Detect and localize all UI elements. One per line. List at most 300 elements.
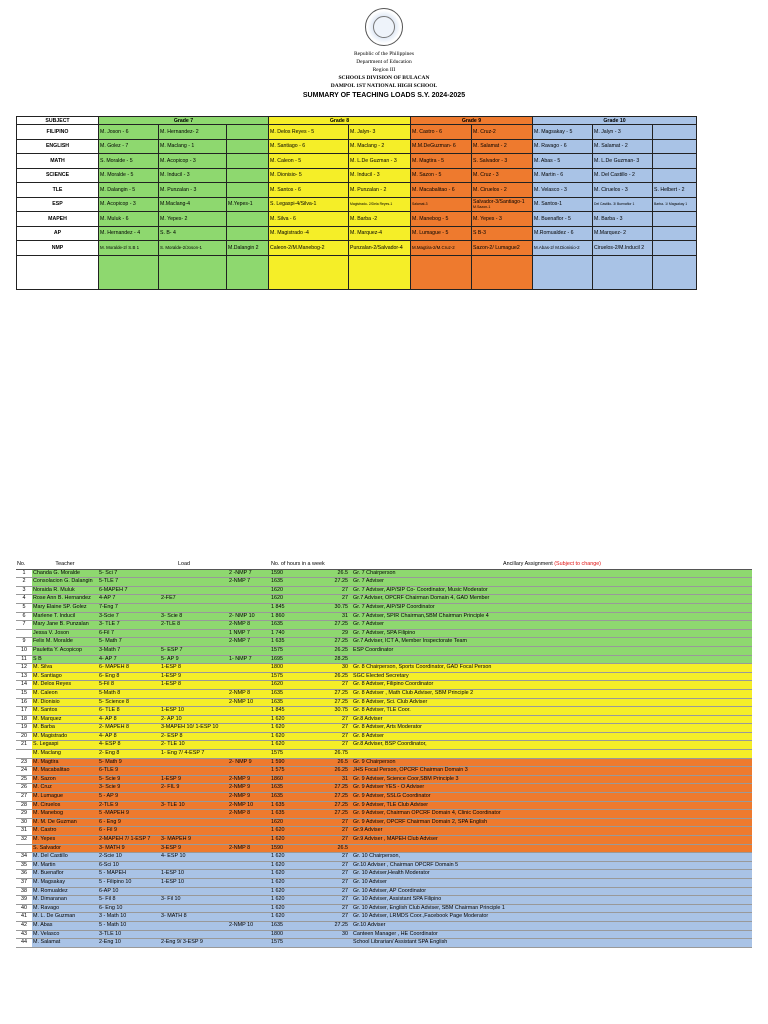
load-nmp: 2-NMP 8	[228, 844, 270, 853]
load-primary: 5-TLE 7	[98, 578, 160, 587]
load-cell: M. Barba -2	[349, 212, 411, 227]
blank-cell	[99, 255, 159, 289]
load-secondary: 3- Scie 8	[160, 612, 228, 621]
teacher-name: M. Caleon	[32, 689, 98, 698]
load-primary: 3-Scie 7	[98, 612, 160, 621]
hours-minutes: 1 620	[270, 853, 310, 862]
load-cell: M.M.DeGuzman- 6	[411, 139, 472, 154]
load-cell: M. Magtira - 5	[411, 154, 472, 169]
ancillary-assignment	[352, 844, 752, 853]
hours-total: 26.25	[310, 767, 352, 776]
load-cell: M. Hernandez - 4	[99, 226, 159, 241]
row-number: 42	[16, 921, 32, 930]
hours-minutes: 1590	[270, 844, 310, 853]
load-primary: 2-Eng 10	[98, 939, 160, 948]
row-number: 18	[16, 715, 32, 724]
teacher-name: M. Santos	[32, 707, 98, 716]
table-row	[16, 887, 752, 896]
load-primary: 4-AP 7	[98, 595, 160, 604]
load-nmp: 2 -NMP 7	[228, 569, 270, 578]
table-row	[16, 698, 752, 707]
hours-total: 27	[310, 586, 352, 595]
load-cell: M. Muluk - 6	[99, 212, 159, 227]
table-row	[16, 939, 752, 948]
hours-minutes: 1 740	[270, 629, 310, 638]
load-nmp: 2-NMP 7	[228, 578, 270, 587]
load-nmp	[228, 664, 270, 673]
load-cell: M. Ciruelos - 3	[593, 183, 653, 198]
load-nmp: 2-NMP 10	[228, 698, 270, 707]
load-secondary: 1-ESP 8	[160, 681, 228, 690]
teacher-name: M. Ravago	[32, 904, 98, 913]
load-cell	[653, 241, 697, 256]
load-secondary: 3- Fil 10	[160, 896, 228, 905]
loads-row-nmp	[17, 241, 697, 256]
hours-minutes: 1 620	[270, 861, 310, 870]
hours-total: 27.25	[310, 638, 352, 647]
load-cell: M. Martin - 6	[533, 168, 593, 183]
teachers-table	[16, 561, 752, 948]
row-number: 24	[16, 767, 32, 776]
table-row	[16, 578, 752, 587]
hours-minutes: 1 635	[270, 801, 310, 810]
ancillary-assignment: Gr. 9 Adviser, OPCRF Chairman Domain 2, SPA English	[352, 818, 752, 827]
row-number: 25	[16, 775, 32, 784]
hours-total: 26.5	[310, 569, 352, 578]
load-secondary	[160, 767, 228, 776]
row-number: 7	[16, 621, 32, 630]
grade-header-9: Grade 9	[411, 117, 533, 125]
load-nmp	[228, 836, 270, 845]
header-hours: No. of hours in a week	[270, 561, 352, 569]
load-secondary: 3-MAPEH 10/ 1-ESP 10	[160, 724, 228, 733]
table-row	[16, 681, 752, 690]
ancillary-assignment: Gr. 9 Adviser, SSLG Coordinator	[352, 793, 752, 802]
load-cell: M.Abas-2/ M.Dionisio-2	[533, 241, 593, 256]
row-number: 9	[16, 638, 32, 647]
hours-total: 27	[310, 715, 352, 724]
deped-seal-icon	[365, 8, 403, 46]
hours-minutes: 1 635	[270, 810, 310, 819]
load-cell: M. Salamat - 2	[593, 139, 653, 154]
table-row	[16, 861, 752, 870]
load-secondary: 3- MATH 8	[160, 913, 228, 922]
teacher-name: M. Maclang	[32, 750, 98, 759]
table-row	[16, 741, 752, 750]
subject-label: MAPEH	[17, 212, 99, 227]
row-number: 43	[16, 930, 32, 939]
load-primary: 3-TLE 10	[98, 930, 160, 939]
load-nmp	[228, 853, 270, 862]
load-cell: M. Magsakay - 5	[533, 125, 593, 140]
load-nmp	[228, 586, 270, 595]
load-secondary: 5- ESP 7	[160, 646, 228, 655]
load-secondary: 1-ESP 10	[160, 878, 228, 887]
teacher-name: M. Magtira	[32, 758, 98, 767]
hours-total: 27	[310, 741, 352, 750]
table-row	[16, 810, 752, 819]
load-secondary	[160, 904, 228, 913]
load-cell: M. Moralde-2/ S.B 1	[99, 241, 159, 256]
load-secondary	[160, 810, 228, 819]
loads-color-band	[17, 255, 697, 289]
ancillary-assignment	[352, 750, 752, 759]
grade-header-7: Grade 7	[99, 117, 269, 125]
load-secondary: 1-ESP 9	[160, 672, 228, 681]
row-number: 27	[16, 793, 32, 802]
blank-cell	[227, 255, 269, 289]
load-cell: M.Yepes-1	[227, 197, 269, 212]
load-nmp	[228, 741, 270, 750]
load-primary: 2-Scie 10	[98, 853, 160, 862]
teacher-name: M. Lumague	[32, 793, 98, 802]
hours-minutes: 1620	[270, 595, 310, 604]
hours-total: 27.25	[310, 784, 352, 793]
subject-label: NMP	[17, 241, 99, 256]
hours-total: 27.25	[310, 698, 352, 707]
load-cell: M. Salamat - 2	[472, 139, 533, 154]
blank-cell	[533, 255, 593, 289]
load-cell: Del Castillo- 3/ Buenaflor 1	[593, 197, 653, 212]
load-cell: M. Ravago - 6	[533, 139, 593, 154]
load-secondary	[160, 930, 228, 939]
row-number	[16, 750, 32, 759]
hours-total: 27.25	[310, 621, 352, 630]
ancillary-assignment: Gr. 10 Adviser, Assistant SPA Filipino	[352, 896, 752, 905]
load-cell: S. B- 4	[159, 226, 227, 241]
table-row	[16, 904, 752, 913]
load-secondary	[160, 887, 228, 896]
load-cell: M. Hernandez- 2	[159, 125, 227, 140]
table-row	[16, 793, 752, 802]
hours-total: 30.75	[310, 707, 352, 716]
load-cell: M. Acopicop - 3	[159, 154, 227, 169]
hours-minutes: 1 845	[270, 603, 310, 612]
load-cell	[653, 125, 697, 140]
load-secondary: 3- MAPEH 9	[160, 836, 228, 845]
row-number: 32	[16, 836, 32, 845]
load-secondary: 2- TLE 10	[160, 741, 228, 750]
table-row	[16, 595, 752, 604]
hours-total: 26.25	[310, 646, 352, 655]
ancillary-assignment: Gr. 10 Adviser, LRMDS Coor.,Facebook Page Moderator	[352, 913, 752, 922]
hours-minutes: 1575	[270, 672, 310, 681]
ancillary-assignment: Gr. 9 Adviser YES - O Adviser	[352, 784, 752, 793]
hours-minutes: 1575	[270, 750, 310, 759]
teacher-name: Consolacion G. Dalangin	[32, 578, 98, 587]
table-row	[16, 775, 752, 784]
load-secondary	[160, 921, 228, 930]
load-primary: 3-Math 7	[98, 646, 160, 655]
load-cell: M. Punzalan - 2	[349, 183, 411, 198]
load-primary: 6 - Eng 9	[98, 818, 160, 827]
teacher-name: M. Barba	[32, 724, 98, 733]
grade-header-10: Grade 10	[533, 117, 697, 125]
hours-minutes: 1 620	[270, 827, 310, 836]
load-nmp	[228, 672, 270, 681]
row-number	[16, 844, 32, 853]
load-nmp: 1 NMP 7	[228, 629, 270, 638]
teacher-name: M. Yepes	[32, 836, 98, 845]
subject-label: TLE	[17, 183, 99, 198]
load-primary: 5 - MAPEH	[98, 870, 160, 879]
teacher-name: M. Magistrado	[32, 732, 98, 741]
ancillary-assignment: Gr.9 Adviser , MAPEH Club Adviser	[352, 836, 752, 845]
hours-total: 28.25	[310, 655, 352, 664]
load-cell: M. Punzalan - 3	[159, 183, 227, 198]
hours-minutes: 1 620	[270, 724, 310, 733]
table-row	[16, 672, 752, 681]
row-number: 19	[16, 724, 32, 733]
hours-minutes: 1 575	[270, 767, 310, 776]
hours-total: 26.5	[310, 844, 352, 853]
load-cell-line: Salvador-3/Santiago-1	[473, 199, 525, 206]
ancillary-assignment: Gr. 10 Adviser, AP Coordinator	[352, 887, 752, 896]
load-secondary: 2-FE7	[160, 595, 228, 604]
load-cell: M. Yepes- 2	[159, 212, 227, 227]
ancillary-assignment: Gr. 7 Adviser, AIP/SIP Coordinator	[352, 603, 752, 612]
blank-cell	[653, 255, 697, 289]
teachers-header-row	[16, 561, 752, 569]
load-nmp	[228, 861, 270, 870]
teacher-name: Mary Jane B. Punzalan	[32, 621, 98, 630]
table-row	[16, 758, 752, 767]
header-no: No.	[16, 561, 32, 569]
load-cell	[653, 139, 697, 154]
load-nmp: 2-NMP 10	[228, 921, 270, 930]
blank-cell	[472, 255, 533, 289]
teacher-name: Felix M. Moralde	[32, 638, 98, 647]
hours-minutes: 1575	[270, 939, 310, 948]
hours-minutes: 1620	[270, 818, 310, 827]
load-nmp	[228, 913, 270, 922]
load-nmp	[228, 878, 270, 887]
load-cell: M. L.De Guzman - 3	[349, 154, 411, 169]
load-cell	[227, 183, 269, 198]
table-row	[16, 655, 752, 664]
load-cell: M. Inducil - 3	[159, 168, 227, 183]
hours-minutes: 1 620	[270, 878, 310, 887]
blank-cell	[593, 255, 653, 289]
hours-minutes: 1635	[270, 621, 310, 630]
load-cell: M.Dalangin 2	[227, 241, 269, 256]
load-cell	[227, 154, 269, 169]
teacher-name: M. Del Castillo	[32, 853, 98, 862]
page-title: SUMMARY OF TEACHING LOADS S.Y. 2024-2025	[302, 92, 466, 99]
row-number: 26	[16, 784, 32, 793]
subject-label: FILIPINO	[17, 125, 99, 140]
teacher-name: Rose Ann B. Hernandez	[32, 595, 98, 604]
header-teacher: Teacher	[32, 561, 98, 569]
table-row	[16, 896, 752, 905]
row-number: 31	[16, 827, 32, 836]
load-primary: 5 - AP 9	[98, 793, 160, 802]
load-secondary: 1-ESP 10	[160, 707, 228, 716]
hours-total: 27	[310, 913, 352, 922]
table-row	[16, 569, 752, 578]
load-cell: M. Silva - 6	[269, 212, 349, 227]
load-cell: M. Maclang - 2	[349, 139, 411, 154]
row-number: 29	[16, 810, 32, 819]
load-cell: M. Ciruelos - 2	[472, 183, 533, 198]
teacher-name: Marlene T. Inducil	[32, 612, 98, 621]
row-number: 12	[16, 664, 32, 673]
load-cell: M. Jalyn- 3	[349, 125, 411, 140]
row-number: 15	[16, 689, 32, 698]
load-cell: S. Moralde - 5	[99, 154, 159, 169]
hours-total: 27	[310, 827, 352, 836]
ancillary-assignment: Gr. 9 Adviser, Chairman OPCRF Domain 4, Clinic Coordinator	[352, 810, 752, 819]
teacher-name: S. Salvador	[32, 844, 98, 853]
load-secondary: 1- Eng 7/ 4-ESP 7	[160, 750, 228, 759]
blank-cell	[17, 255, 99, 289]
hours-minutes: 1 620	[270, 896, 310, 905]
teacher-name: M. L. De Guzman	[32, 913, 98, 922]
load-primary: 5 - Math 10	[98, 921, 160, 930]
load-secondary: 4- ESP 10	[160, 853, 228, 862]
load-cell: Magistrado- 2/Dela Reyes-1	[349, 197, 411, 212]
ancillary-assignment: Gr. 9 Chairperson	[352, 758, 752, 767]
hours-minutes: 1 635	[270, 638, 310, 647]
ancillary-assignment: Gr. 7 Adviser	[352, 621, 752, 630]
header-division: SCHOOLS DIVISION OF BULACAN	[338, 75, 430, 81]
hours-total: 31	[310, 775, 352, 784]
row-number: 14	[16, 681, 32, 690]
load-nmp: 2- NMP 10	[228, 612, 270, 621]
teacher-name: S. Legaspi	[32, 741, 98, 750]
ancillary-assignment: Gr. 8 Adviser, Sci. Club Adviser	[352, 698, 752, 707]
load-cell: M. Dalangin - 5	[99, 183, 159, 198]
ancillary-assignment: Canteen Manager , HE Coordinator	[352, 930, 752, 939]
load-cell: M. Abas - 5	[533, 154, 593, 169]
load-nmp	[228, 827, 270, 836]
hours-minutes: 1590	[270, 569, 310, 578]
loads-row-english	[17, 139, 697, 154]
load-secondary: 5- AP 9	[160, 655, 228, 664]
table-row	[16, 629, 752, 638]
header-department: Department of Education	[356, 59, 412, 65]
ancillary-assignment: Gr. 7 Chairperson	[352, 569, 752, 578]
ancillary-assignment: Gr.8 Adviser, BSP Coordinator,	[352, 741, 752, 750]
header-republic: Republic of the Philippines	[353, 51, 415, 57]
load-secondary: 2- AP 10	[160, 715, 228, 724]
load-primary: 5- Math 7	[98, 638, 160, 647]
ancillary-assignment: Gr. 7 Adviser	[352, 578, 752, 587]
ancillary-assignment: Gr. 9 Adviser, Science Coor,SBM Principle 3	[352, 775, 752, 784]
table-row	[16, 827, 752, 836]
hours-total: 26.25	[310, 672, 352, 681]
teacher-name: M. Salamat	[32, 939, 98, 948]
load-nmp: 2-NMP 10	[228, 801, 270, 810]
teacher-name: M. Santiago	[32, 672, 98, 681]
load-cell	[472, 197, 533, 212]
table-row	[16, 844, 752, 853]
ancillary-assignment: Gr. 8 Adviser, Arts Moderator	[352, 724, 752, 733]
load-primary: 5- Sci 7	[98, 569, 160, 578]
hours-total: 27	[310, 870, 352, 879]
load-cell: S. Salvador - 3	[472, 154, 533, 169]
loads-row-math	[17, 154, 697, 169]
row-number: 35	[16, 861, 32, 870]
ancillary-assignment: Gr.8 Adviser	[352, 715, 752, 724]
load-primary: 6- TLE 8	[98, 707, 160, 716]
table-row	[16, 921, 752, 930]
hours-total: 27.25	[310, 810, 352, 819]
load-cell: M.Marquez- 2	[593, 226, 653, 241]
row-number: 37	[16, 878, 32, 887]
load-nmp	[228, 939, 270, 948]
load-primary: 4- ESP 8	[98, 741, 160, 750]
teacher-name: M. Sazon	[32, 775, 98, 784]
row-number: 2	[16, 578, 32, 587]
teacher-name: M. Dionisio	[32, 698, 98, 707]
ancillary-assignment: Gr.9 Adviser	[352, 827, 752, 836]
load-cell: M. Buenaflor - 5	[533, 212, 593, 227]
load-cell: M. Santos-1	[533, 197, 593, 212]
teacher-name: M. Marquez	[32, 715, 98, 724]
row-number: 39	[16, 896, 32, 905]
teacher-name: S B	[32, 655, 98, 664]
load-cell: M. Jalyn - 3	[593, 125, 653, 140]
load-nmp: 2-NMP 9	[228, 793, 270, 802]
row-number: 23	[16, 758, 32, 767]
load-nmp	[228, 715, 270, 724]
load-secondary	[160, 861, 228, 870]
hours-total: 27	[310, 681, 352, 690]
load-cell: M. Golez - 7	[99, 139, 159, 154]
ancillary-note: (Subject to change)	[554, 561, 601, 567]
load-nmp: 2-NMP 8	[228, 621, 270, 630]
ancillary-assignment: Gr. 7 Adviser, SPIR Chairman,SBM Chairman Principle 4	[352, 612, 752, 621]
hours-minutes: 1860	[270, 775, 310, 784]
loads-row-ap	[17, 226, 697, 241]
hours-minutes: 1695	[270, 655, 310, 664]
load-secondary	[160, 827, 228, 836]
load-cell	[227, 168, 269, 183]
load-cell: M. L.De Guzman- 3	[593, 154, 653, 169]
load-secondary	[160, 758, 228, 767]
load-primary: 4- AP 8	[98, 715, 160, 724]
load-cell: M. Sazon - 5	[411, 168, 472, 183]
hours-total: 27.25	[310, 921, 352, 930]
table-row	[16, 603, 752, 612]
table-row	[16, 707, 752, 716]
load-cell	[653, 212, 697, 227]
table-row	[16, 870, 752, 879]
load-secondary: 1-ESP 10	[160, 870, 228, 879]
teacher-name: M. Velasco	[32, 930, 98, 939]
ancillary-assignment: Gr. 8 Adviser , Math Club Adviser, SBM Principle 2	[352, 689, 752, 698]
load-nmp: 2-NMP 9	[228, 775, 270, 784]
load-nmp	[228, 818, 270, 827]
table-row	[16, 836, 752, 845]
hours-total: 27	[310, 904, 352, 913]
teacher-name: M. Romualdez	[32, 887, 98, 896]
table-row	[16, 750, 752, 759]
load-nmp: 1- NMP 7	[228, 655, 270, 664]
load-nmp	[228, 896, 270, 905]
header-ancillary	[352, 561, 752, 569]
load-cell-subline: M.Sazon-1	[473, 205, 491, 210]
load-secondary	[160, 629, 228, 638]
load-cell: M. Castro - 6	[411, 125, 472, 140]
table-row	[16, 715, 752, 724]
grade-header-8: Grade 8	[269, 117, 411, 125]
load-primary: 6-AP 10	[98, 887, 160, 896]
row-number: 16	[16, 698, 32, 707]
table-row	[16, 638, 752, 647]
ancillary-assignment: School Librarian/ Assistant SPA English	[352, 939, 752, 948]
